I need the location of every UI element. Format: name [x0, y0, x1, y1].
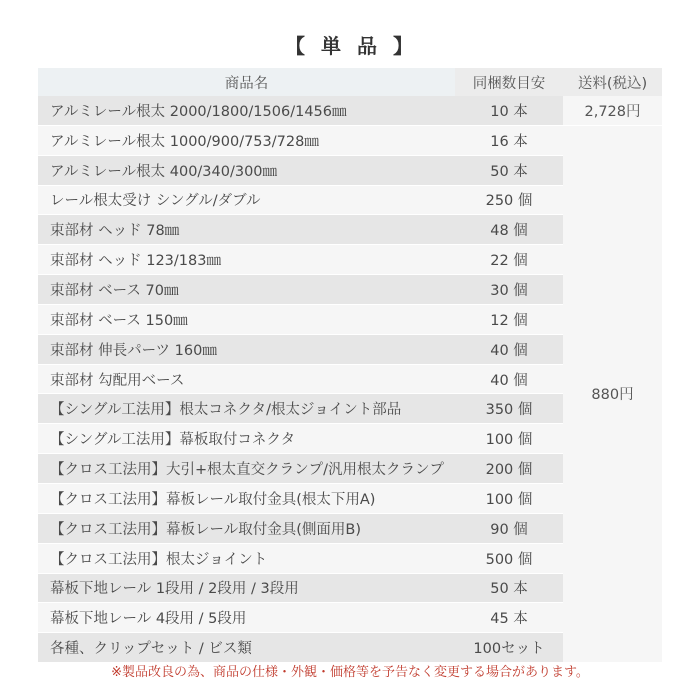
- product-name-cell: 幕板下地レール 1段用 / 2段用 / 3段用: [38, 573, 455, 603]
- title-char-1: 単: [321, 34, 343, 58]
- quantity-cell: 45 本: [455, 603, 563, 633]
- quantity-cell: 100セット: [455, 633, 563, 663]
- product-name-cell: 各種、クリップセット / ビス類: [38, 633, 455, 663]
- product-name-cell: 幕板下地レール 4段用 / 5段用: [38, 603, 455, 633]
- disclaimer-note: ※製品改良の為、商品の仕様・外観・価格等を予告なく変更する場合があります。: [111, 665, 589, 680]
- quantity-cell: 50 本: [455, 155, 563, 185]
- title-bracket-close: 】: [393, 34, 415, 58]
- product-name-cell: 束部材 伸長パーツ 160㎜: [38, 334, 455, 364]
- shipping-fee-cell: 2,728円: [563, 96, 662, 125]
- quantity-cell: 22 個: [455, 245, 563, 275]
- product-name-cell: アルミレール根太 400/340/300㎜: [38, 155, 455, 185]
- quantity-cell: 12 個: [455, 304, 563, 334]
- product-name-cell: 束部材 ベース 150㎜: [38, 304, 455, 334]
- product-name-cell: 束部材 勾配用ベース: [38, 364, 455, 394]
- table-body: [38, 96, 662, 663]
- quantity-cell: 50 本: [455, 573, 563, 603]
- section-title: [0, 30, 700, 59]
- title-char-2: 品: [357, 34, 379, 58]
- quantity-cell: 48 個: [455, 215, 563, 245]
- quantity-cell: 350 個: [455, 394, 563, 424]
- product-name-cell: 束部材 ヘッド 78㎜: [38, 215, 455, 245]
- header-row: [38, 68, 662, 96]
- product-name-cell: 【シングル工法用】幕板取付コネクタ: [38, 424, 455, 454]
- quantity-cell: 40 個: [455, 334, 563, 364]
- title-bracket-open: 【: [285, 34, 307, 58]
- product-name-cell: アルミレール根太 2000/1800/1506/1456㎜: [38, 96, 455, 125]
- product-name-cell: 【クロス工法用】大引+根太直交クランプ/汎用根太クランプ: [38, 454, 455, 484]
- quantity-cell: 16 本: [455, 125, 563, 155]
- quantity-cell: 200 個: [455, 454, 563, 484]
- product-name-cell: レール根太受け シングル/ダブル: [38, 185, 455, 215]
- quantity-cell: 100 個: [455, 483, 563, 513]
- header-product-name: 商品名: [38, 68, 455, 96]
- price-table: [38, 68, 662, 663]
- product-name-cell: 束部材 ヘッド 123/183㎜: [38, 245, 455, 275]
- table-row: [38, 125, 662, 155]
- quantity-cell: 30 個: [455, 275, 563, 305]
- product-name-cell: 【シングル工法用】根太コネクタ/根太ジョイント部品: [38, 394, 455, 424]
- quantity-cell: 500 個: [455, 543, 563, 573]
- quantity-cell: 100 個: [455, 424, 563, 454]
- header-shipping: 送料(税込): [563, 68, 662, 96]
- product-name-cell: 【クロス工法用】幕板レール取付金具(側面用B): [38, 513, 455, 543]
- product-name-cell: 束部材 ベース 70㎜: [38, 275, 455, 305]
- product-name-cell: アルミレール根太 1000/900/753/728㎜: [38, 125, 455, 155]
- table-row: [38, 96, 662, 125]
- quantity-cell: 90 個: [455, 513, 563, 543]
- quantity-cell: 40 個: [455, 364, 563, 394]
- header-quantity: 同梱数目安: [455, 68, 563, 96]
- shipping-fee-cell: 880円: [563, 125, 662, 662]
- quantity-cell: 10 本: [455, 96, 563, 125]
- product-name-cell: 【クロス工法用】幕板レール取付金具(根太下用A): [38, 483, 455, 513]
- quantity-cell: 250 個: [455, 185, 563, 215]
- product-name-cell: 【クロス工法用】根太ジョイント: [38, 543, 455, 573]
